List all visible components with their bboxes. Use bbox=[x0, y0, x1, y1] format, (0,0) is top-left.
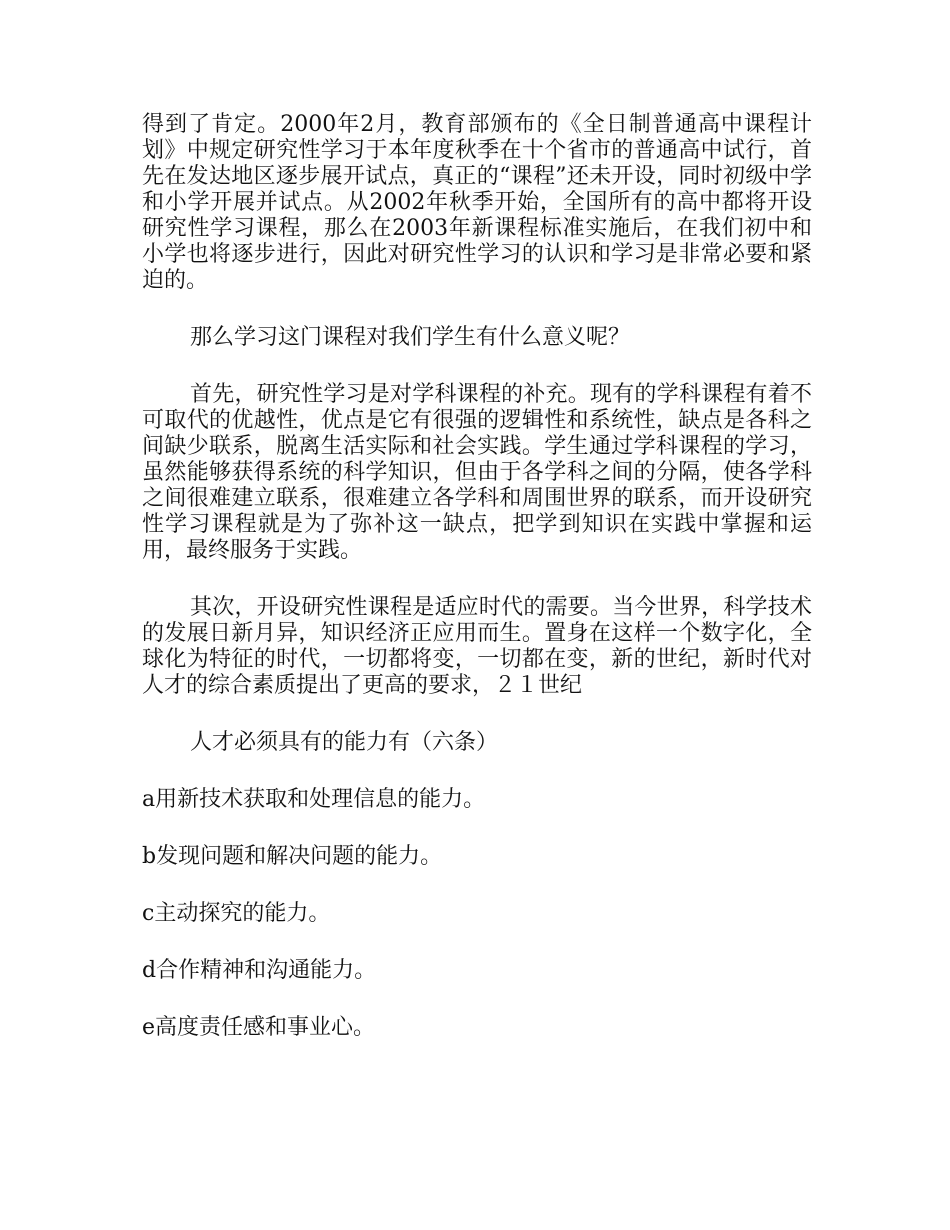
list-item-e: e高度责任感和事业心。 bbox=[142, 1015, 376, 1040]
paragraph-question: 那么学习这门课程对我们学生有什么意义呢？ bbox=[190, 325, 631, 350]
paragraph-second-point: 其次，开设研究性课程是适应时代的需要。当今世界，科学技术的发展日新月异，知识经济正应用而生。置身在这样一个数字化，全球化为特征的时代，一切都将变，一切都在变，新的世纪，新时代对人才的综合素质提出了更高的要求，２１世纪 bbox=[142, 595, 812, 698]
paragraph-intro: 得到了肯定。2000年2月，教育部颁布的《全日制普通高中课程计划》中规定研究性学习于本年度秋季在十个省市的普通高中试行，首先在发达地区逐步展开试点，真正的“课程”还未开设，同时初级中学和小学开展并试点。从2002年秋季开始，全国所有的高中都将开设研究性学习课程，那么在2003年新课程标准实施后，在我们初中和小学也将逐步进行，因此对研究性学习的认识和学习是非常必要和紧迫的。 bbox=[142, 112, 812, 293]
paragraph-abilities-heading: 人才必须具有的能力有（六条） bbox=[190, 730, 499, 755]
paragraph-first-point: 首先，研究性学习是对学科课程的补充。现有的学科课程有着不可取代的优越性，优点是它有很强的逻辑性和系统性，缺点是各科之间缺少联系，脱离生活实际和社会实践。学生通过学科课程的学习，虽然能够获得系统的科学知识，但由于各学科之间的分隔，使各学科之间很难建立联系，很难建立各学科和周围世界的联系，而开设研究性学习课程就是为了弥补这一缺点，把学到知识在实践中掌握和运用，最终服务于实践。 bbox=[142, 382, 812, 563]
list-item-a: a用新技术获取和处理信息的能力。 bbox=[142, 787, 486, 812]
list-item-d: d合作精神和沟通能力。 bbox=[142, 958, 377, 983]
list-item-c: c主动探究的能力。 bbox=[142, 901, 331, 926]
document-body bbox=[142, 112, 812, 1041]
list-item-b: b发现问题和解决问题的能力。 bbox=[142, 844, 443, 869]
